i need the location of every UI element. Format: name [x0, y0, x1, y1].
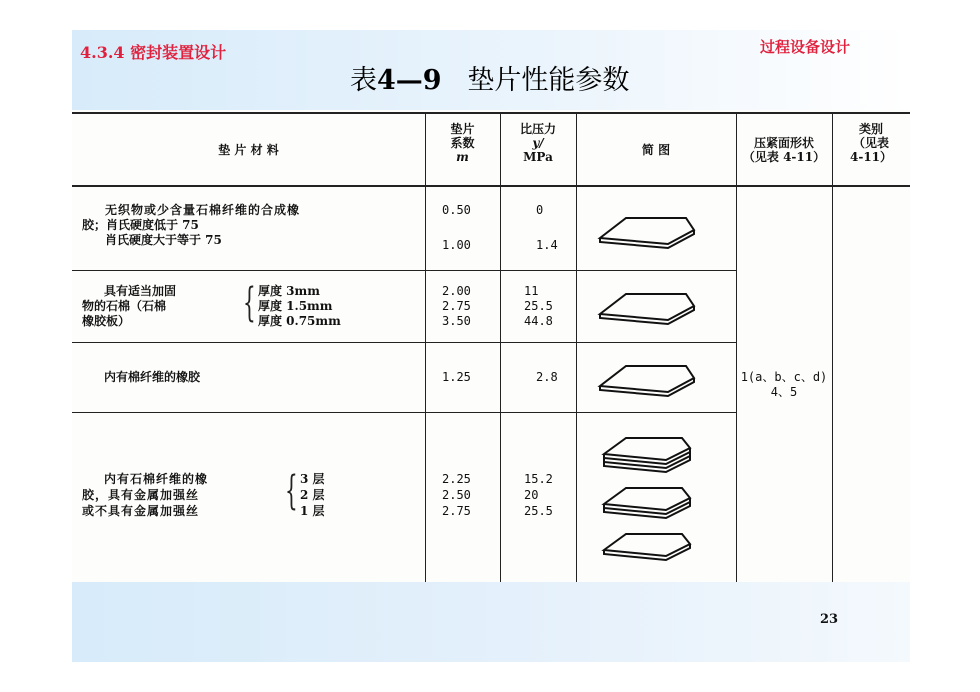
page-title: 表4—9 垫片性能参数 [350, 65, 630, 96]
gasket-sketch-icon [598, 288, 698, 324]
row1-material-line3: 肖氏硬度大于等于 75 [105, 233, 222, 247]
row1-y-1: 0 [536, 203, 544, 217]
row1-y-2: 1.4 [536, 238, 558, 252]
column-rule [576, 112, 577, 582]
row4-material-line2: 胶，具有金属加强丝 [82, 488, 200, 502]
column-rule [425, 112, 426, 582]
section-heading: 4.3.4 密封装置设计 [80, 43, 227, 62]
row3-m: 1.25 [442, 370, 471, 384]
row4-material-line3: 或不具有金属加强丝 [82, 504, 200, 518]
row-rule [72, 342, 736, 343]
row4-option-3: 1 层 [300, 504, 325, 518]
col-header-material: 垫 片 材 料 [218, 143, 279, 157]
gasket-1-layer-icon [602, 530, 694, 562]
row4-m-3: 2.75 [442, 504, 471, 518]
row2-material-line2: 物的石棉（石棉 [82, 299, 167, 313]
course-name: 过程设备设计 [760, 38, 851, 56]
row1-m-2: 1.00 [442, 238, 471, 252]
row2-option-2: 厚度 1.5mm [258, 299, 333, 313]
row4-option-2: 2 层 [300, 488, 325, 502]
column-rule [500, 112, 501, 582]
row2-m-3: 3.50 [442, 314, 471, 328]
col-header-category: 类别 （见表 4-11） [849, 122, 893, 164]
row2-y-1: 11 [524, 284, 539, 298]
footer-band [72, 582, 910, 662]
face-shape-line1: 1(a、b、c、d) [740, 370, 828, 384]
page-number: 23 [820, 612, 839, 627]
row2-y-2: 25.5 [524, 299, 553, 313]
column-rule [736, 112, 737, 582]
row1-m-1: 0.50 [442, 203, 471, 217]
gasket-2-layer-icon [602, 484, 694, 520]
row2-brace: { [243, 280, 256, 326]
col-header-y: 比压力 y/ MPa [519, 122, 556, 164]
row4-m-2: 2.50 [442, 488, 471, 502]
row2-m-1: 2.00 [442, 284, 471, 298]
header-bottom-rule [72, 185, 910, 187]
col-header-sketch: 简 图 [641, 143, 671, 157]
column-rule [832, 112, 833, 582]
row2-option-1: 厚度 3mm [258, 284, 320, 298]
row3-material: 内有棉纤维的橡胶 [104, 370, 201, 384]
row4-option-1: 3 层 [300, 472, 325, 486]
gasket-3-layer-icon [602, 434, 694, 474]
col-header-face-shape: 压紧面形状 （见表 4-11） [742, 136, 826, 164]
row2-y-3: 44.8 [524, 314, 553, 328]
row4-m-1: 2.25 [442, 472, 471, 486]
row4-material-line1: 内有石棉纤维的橡 [104, 472, 209, 486]
row1-material-line2: 胶；肖氏硬度低于 75 [82, 218, 199, 232]
row4-y-2: 20 [524, 488, 539, 502]
face-shape-line2: 4、5 [770, 385, 798, 399]
row2-material-line3: 橡胶板） [82, 314, 131, 328]
col-header-m: 垫片 系数 m [450, 122, 475, 164]
row3-y: 2.8 [536, 370, 558, 384]
row1-material-line1: 无织物或少含量石棉纤维的合成橡 [105, 203, 301, 217]
table-top-rule [72, 112, 910, 114]
row4-y-1: 15.2 [524, 472, 553, 486]
row4-y-3: 25.5 [524, 504, 553, 518]
gasket-sketch-icon [598, 212, 698, 248]
row2-m-2: 2.75 [442, 299, 471, 313]
row-rule [72, 412, 736, 413]
gasket-sketch-icon [598, 360, 698, 396]
row2-material-line1: 具有适当加固 [104, 284, 177, 298]
row-rule [72, 270, 736, 271]
row4-brace: { [285, 468, 298, 514]
row2-option-3: 厚度 0.75mm [258, 314, 341, 328]
